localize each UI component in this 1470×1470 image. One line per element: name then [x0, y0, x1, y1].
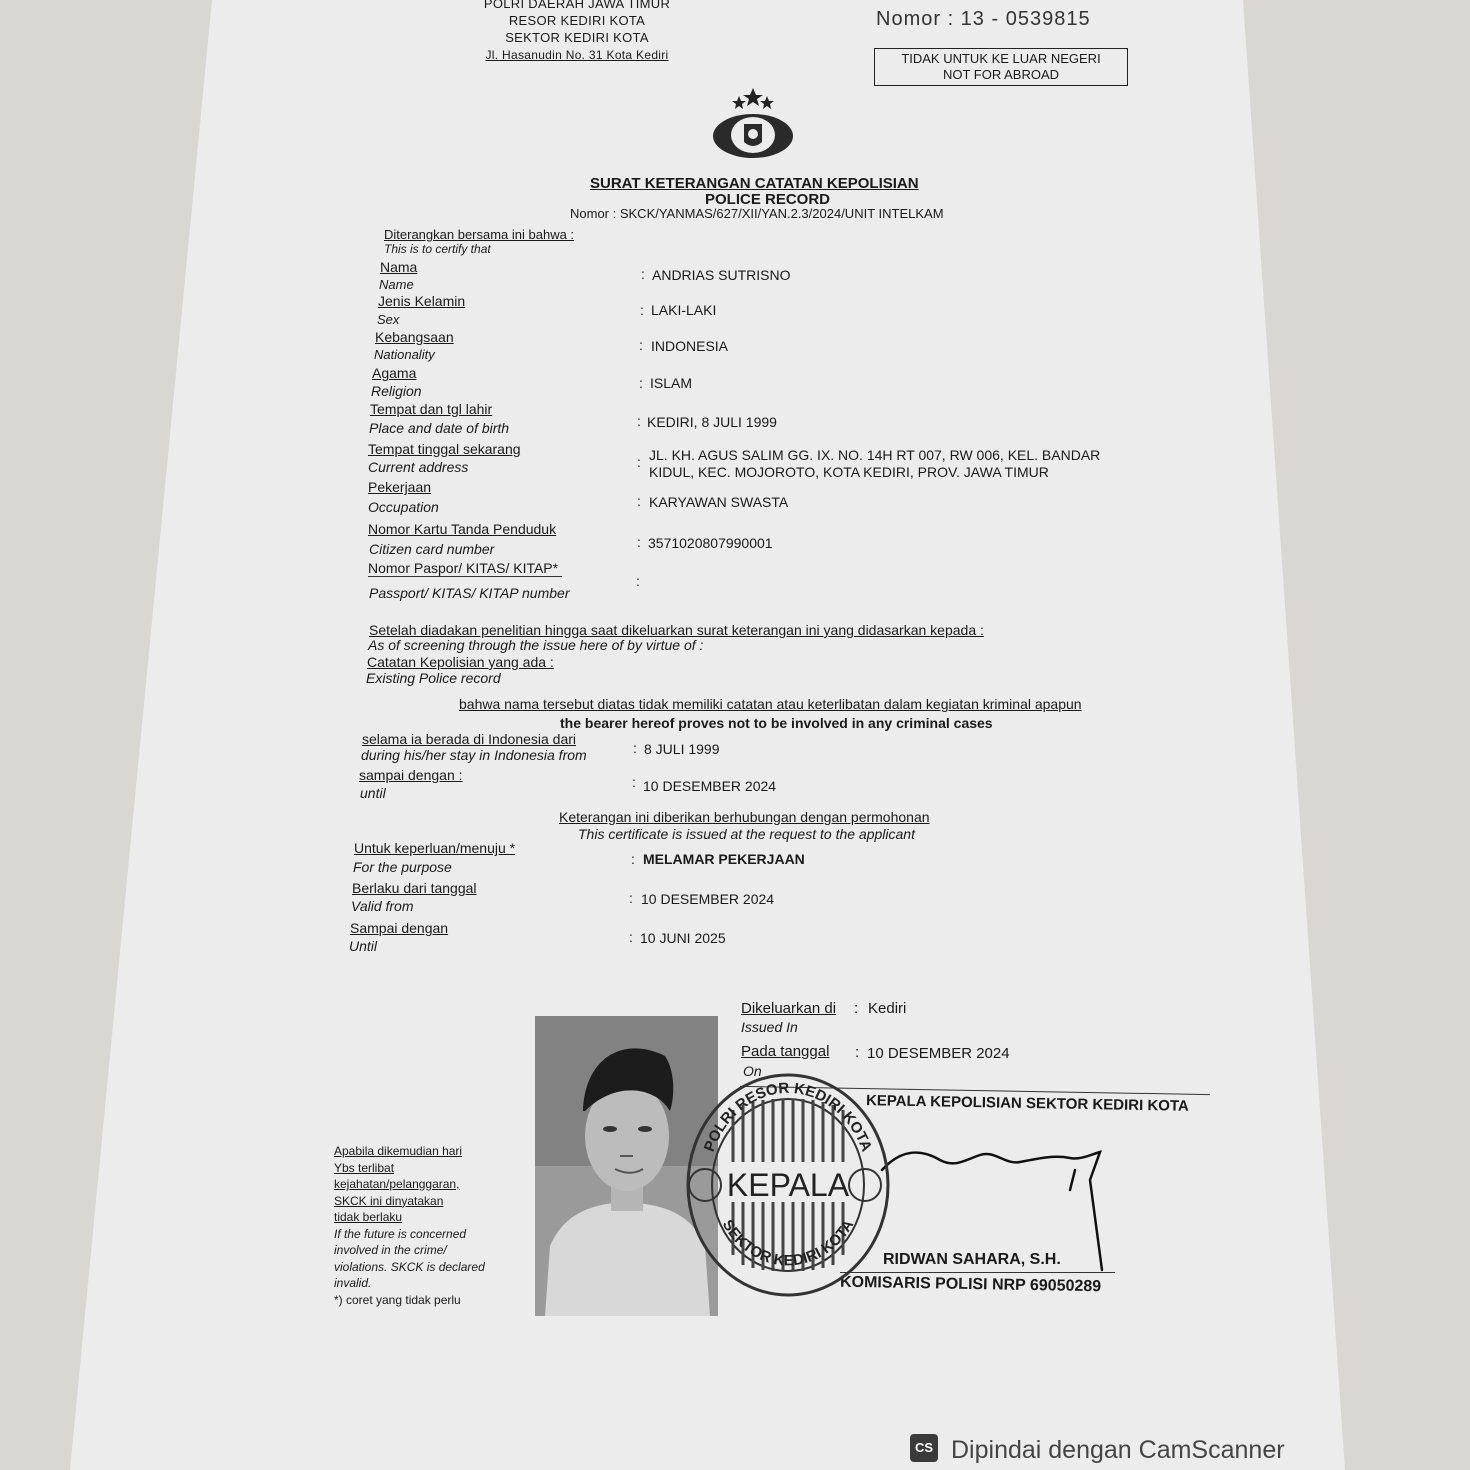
note-en-line1: If the future is concerned: [334, 1226, 467, 1241]
field-name-value: ANDRIAS SUTRISNO: [652, 267, 791, 283]
camscanner-watermark: Dipindai dengan CamScanner: [951, 1436, 1285, 1464]
field-address-value-line1: JL. KH. AGUS SALIM GG. IX. NO. 14H RT 007, RW 006, KEL. BANDAR: [649, 447, 1101, 463]
note-en-line4: invalid.: [334, 1276, 372, 1290]
field-sex-label-id: Jenis Kelamin: [378, 293, 466, 309]
purpose-value: MELAMAR PEKERJAAN: [643, 851, 805, 867]
svg-text:SEKTOR KEDIRI KOTA: [719, 1217, 858, 1270]
field-passport-label-id: Nomor Paspor/ KITAS/ KITAP*: [368, 560, 562, 577]
record-en: Existing Police record: [366, 670, 501, 686]
colon: :: [637, 454, 641, 470]
issued-office: KEPALA KEPOLISIAN SEKTOR KEDIRI KOTA: [865, 1092, 1189, 1115]
colon: :: [639, 337, 643, 353]
field-idcard-value: 3571020807990001: [648, 535, 773, 551]
field-address-label-id: Tempat tinggal sekarang: [368, 441, 521, 457]
note-id-line3: kejahatan/pelanggaran,: [334, 1177, 460, 1191]
field-religion-label-id: Agama: [372, 365, 417, 381]
field-birth-label-en: Place and date of birth: [369, 420, 510, 436]
result-id: bahwa nama tersebut diatas tidak memiliki catatan atau keterlibatan dalam kegiatan kriminal apapun: [459, 696, 1082, 712]
stay-from-value: 8 JULI 1999: [644, 741, 720, 757]
serial-number: Nomor : 13 - 0539815: [876, 8, 1091, 30]
certify-id: Diterangkan bersama ini bahwa :: [384, 227, 575, 242]
signer-rank: KOMISARIS POLISI NRP 69050289: [839, 1273, 1102, 1296]
valid-until-label-id: Sampai dengan: [350, 920, 449, 936]
colon: :: [637, 493, 641, 509]
field-nationality-label-id: Kebangsaan: [375, 329, 454, 345]
valid-from-label-id: Berlaku dari tanggal: [352, 880, 477, 896]
field-occupation-label-en: Occupation: [368, 499, 439, 515]
request-id: Keterangan ini diberikan berhubungan dengan permohonan: [559, 809, 930, 825]
request-en: This certificate is issued at the request to the applicant: [578, 826, 915, 842]
header-line1: POLRI DAERAH JAWA TIMUR: [483, 0, 671, 11]
field-religion-value: ISLAM: [650, 375, 693, 391]
note-footnote: *) coret yang tidak perlu: [334, 1292, 461, 1307]
field-sex-value: LAKI-LAKI: [651, 302, 717, 318]
note-block: [334, 1143, 485, 1308]
certify-en: This is to certify that: [384, 242, 491, 256]
note-id-line5: tidak berlaku: [334, 1210, 403, 1224]
stamp-ring-bottom-text: SEKTOR KEDIRI KOTA: [718, 1216, 858, 1270]
issued-in-label-id: Dikeluarkan di: [741, 1000, 837, 1017]
note-id-line1: Apabila dikemudian hari: [334, 1144, 463, 1158]
stay-until-value: 10 DESEMBER 2024: [643, 778, 777, 794]
official-stamp-icon: [683, 1070, 893, 1300]
field-occupation-value: KARYAWAN SWASTA: [649, 494, 789, 510]
stamp-ring-top-text: POLRI RESOR KEDIRI KOTA: [700, 1079, 876, 1154]
header-line3: SEKTOR KEDIRI KOTA: [505, 30, 649, 45]
stay-until-en: until: [360, 785, 386, 801]
field-name-label-en: Name: [379, 277, 414, 292]
field-occupation-label-id: Pekerjaan: [368, 479, 432, 495]
field-sex-label-en: Sex: [377, 312, 400, 327]
field-address-label-en: Current address: [368, 459, 469, 475]
title-id: SURAT KETERANGAN CATATAN KEPOLISIAN: [590, 175, 919, 192]
colon: :: [629, 929, 633, 945]
valid-from-value: 10 DESEMBER 2024: [641, 891, 775, 907]
header-address: Jl. Hasanudin No. 31 Kota Kediri: [485, 48, 669, 62]
issued-on-label: On: [743, 1063, 762, 1079]
colon: :: [855, 1044, 860, 1061]
valid-until-label-en: Until: [349, 938, 378, 954]
field-idcard-label-id: Nomor Kartu Tanda Penduduk: [368, 521, 557, 537]
colon: :: [633, 740, 637, 756]
colon: :: [631, 851, 635, 867]
issued-date-label-id: Pada tanggal: [741, 1043, 830, 1060]
issued-in-value: Kediri: [868, 1000, 907, 1017]
not-abroad-box: [874, 48, 1128, 86]
svg-text:POLRI RESOR KEDIRI KOTA: [701, 1080, 875, 1154]
note-id-line2: Ybs terlibat: [334, 1160, 395, 1175]
field-passport-label-en: Passport/ KITAS/ KITAP number: [369, 585, 570, 601]
field-birth-label-id: Tempat dan tgl lahir: [370, 401, 493, 417]
colon: :: [632, 774, 636, 790]
colon: :: [637, 534, 641, 550]
colon: :: [640, 302, 644, 318]
colon: :: [639, 375, 643, 391]
signer-name: RIDWAN SAHARA, S.H.: [883, 1251, 1061, 1268]
police-emblem-icon: [706, 86, 800, 162]
record-id: Catatan Kepolisian yang ada :: [367, 654, 554, 670]
header-line2: RESOR KEDIRI KOTA: [508, 13, 646, 28]
colon: :: [636, 573, 640, 589]
colon: :: [854, 1000, 859, 1017]
issued-date-value: 10 DESEMBER 2024: [867, 1045, 1010, 1062]
purpose-label-id: Untuk keperluan/menuju *: [354, 840, 516, 856]
result-en: the bearer hereof proves not to be involved in any criminal cases: [560, 715, 993, 731]
field-birth-value: KEDIRI, 8 JULI 1999: [647, 414, 777, 430]
colon: :: [637, 413, 641, 429]
note-en-line3: violations. SKCK is declared: [334, 1259, 485, 1274]
issued-in-label-en: Issued In: [741, 1019, 798, 1035]
valid-from-label-en: Valid from: [351, 898, 414, 914]
field-address-value-line2: KIDUL, KEC. MOJOROTO, KOTA KEDIRI, PROV. JAWA TIMUR: [649, 464, 1049, 480]
colon: :: [641, 266, 645, 282]
field-religion-label-en: Religion: [371, 383, 422, 399]
screening-id: Setelah diadakan penelitian hingga saat dikeluarkan surat keterangan ini yang didasarkan kepada :: [369, 622, 984, 638]
field-nationality-label-en: Nationality: [374, 347, 435, 362]
stay-from-en: during his/her stay in Indonesia from: [361, 747, 587, 763]
title-number: Nomor : SKCK/YANMAS/627/XII/YAN.2.3/2024/UNIT INTELKAM: [570, 206, 944, 221]
field-nationality-value: INDONESIA: [651, 338, 729, 354]
note-en-line2: involved in the crime/: [334, 1243, 447, 1257]
not-abroad-en: NOT FOR ABROAD: [942, 67, 1060, 82]
field-name-label-id: Nama: [380, 259, 418, 275]
screening-en: As of screening through the issue here of by virtue of :: [368, 637, 704, 653]
colon: :: [629, 890, 633, 906]
valid-until-value: 10 JUNI 2025: [640, 930, 726, 946]
purpose-label-en: For the purpose: [353, 859, 452, 875]
stay-from-id: selama ia berada di Indonesia dari: [362, 731, 577, 747]
title-en: POLICE RECORD: [705, 191, 831, 208]
not-abroad-id: TIDAK UNTUK KE LUAR NEGERI: [901, 51, 1101, 66]
stay-until-id: sampai dengan :: [359, 767, 463, 783]
field-idcard-label-en: Citizen card number: [369, 541, 495, 557]
stamp-center-text: KEPALA: [726, 1167, 850, 1203]
camscanner-logo-icon: CS: [910, 1434, 938, 1462]
note-id-line4: SKCK ini dinyatakan: [334, 1193, 444, 1208]
